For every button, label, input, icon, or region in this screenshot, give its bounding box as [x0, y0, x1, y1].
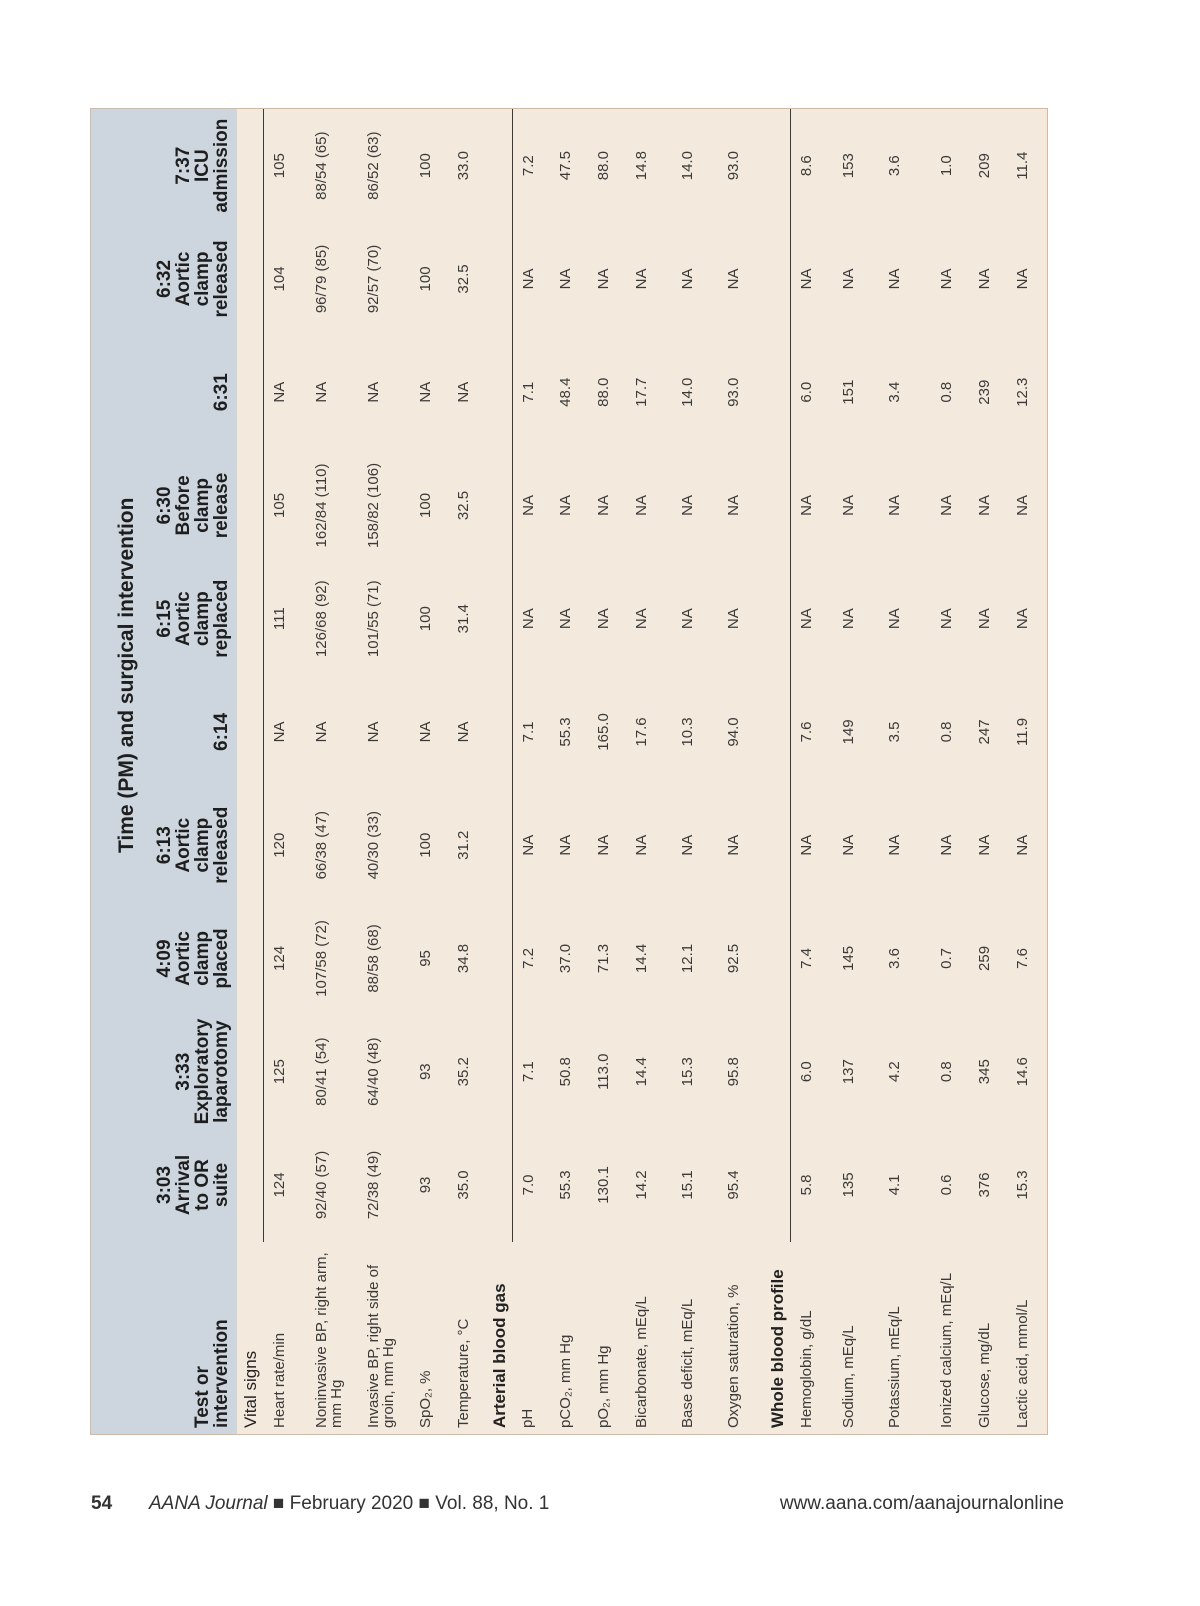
table-cell: 104	[264, 222, 306, 335]
table-cell: 107/58 (72)	[312, 920, 330, 997]
table-cell: 1.0	[937, 155, 955, 177]
page-footer	[0, 1493, 1200, 1523]
table-cell: 17.6	[633, 717, 650, 747]
table-cell: 6.0	[791, 1015, 833, 1128]
table-cell: 64/40 (48)	[364, 1037, 382, 1106]
time-column-header: 6:13 Aortic clamp released	[139, 789, 237, 902]
table-cell: 153	[839, 153, 857, 179]
table-row	[879, 109, 931, 1434]
time-column-header: 3:03 Arrival to OR suite	[139, 1128, 237, 1241]
table-cell: NA	[791, 449, 833, 562]
time-column-header: 6:15 Aortic clamp replaced	[139, 562, 237, 675]
table-row	[448, 109, 486, 1434]
table-cell: 100	[416, 606, 434, 632]
table-cell: NA	[557, 834, 574, 856]
table-cell: NA	[557, 495, 574, 516]
table-cell: NA	[975, 834, 993, 856]
table-cell: 5.8	[791, 1128, 833, 1241]
table-cell: 6.0	[791, 336, 833, 449]
table-cell: 12.3	[1013, 377, 1031, 407]
table-cell: NA	[885, 834, 903, 856]
journal-name: AANA Journal	[149, 1493, 268, 1514]
table-cell: 239	[975, 379, 993, 405]
table-cell: 92/40 (57)	[312, 1150, 330, 1220]
table-cell: NA	[839, 495, 857, 516]
table-cell: 7.6	[791, 675, 833, 788]
table-cell: 14.0	[679, 377, 696, 407]
table-cell: 100	[416, 492, 434, 518]
table-row	[512, 109, 550, 1434]
table-row	[931, 109, 969, 1434]
table-cell: 14.6	[1013, 1057, 1031, 1087]
table-row	[969, 109, 1007, 1434]
table-cell: 93	[416, 1176, 434, 1194]
table-cell: 40/30 (33)	[364, 811, 382, 880]
journal-citation	[149, 1493, 549, 1515]
table-cell: NA	[839, 608, 857, 630]
table-cell: 7.0	[512, 1128, 550, 1241]
table-cell: 100	[416, 832, 434, 858]
table-cell: 14.8	[633, 151, 650, 181]
table-cell: 86/52 (63)	[364, 131, 382, 200]
journal-url: www.aana.com/aanajournalonline	[779, 1493, 1064, 1514]
table-cell: 0.8	[937, 1061, 955, 1083]
table-cell: 95.4	[725, 1170, 742, 1200]
table-row	[358, 109, 410, 1434]
table-cell: 3.5	[885, 721, 903, 743]
table-cell: NA	[937, 495, 955, 516]
table-cell: NA	[885, 268, 903, 290]
table-cell: 247	[975, 719, 993, 745]
table-cell: 7.1	[512, 1015, 550, 1128]
row-label: Hemoglobin, g/dL	[797, 1310, 815, 1428]
table-row	[833, 109, 879, 1434]
table-cell: NA	[975, 608, 993, 630]
table-cell: NA	[1013, 495, 1031, 516]
row-label: pH	[519, 1408, 536, 1428]
table-cell: 125	[264, 1015, 306, 1128]
table-cell: NA	[364, 381, 382, 403]
table-cell: NA	[595, 834, 612, 856]
table-cell: NA	[725, 608, 742, 630]
table-cell: 145	[839, 945, 857, 971]
table-cell: 8.6	[791, 109, 833, 222]
table-cell: 259	[975, 945, 993, 971]
table-cell: NA	[557, 608, 574, 630]
table-cell: 4.2	[885, 1061, 903, 1083]
table-row	[1007, 109, 1047, 1434]
row-label: Potassium, mEq/L	[885, 1306, 903, 1428]
table-cell: 165.0	[595, 713, 612, 751]
table-cell: 162/84 (110)	[312, 463, 330, 548]
row-label: pCO₂, mm Hg	[557, 1334, 574, 1428]
table-cell: NA	[595, 608, 612, 630]
table-cell: NA	[633, 834, 650, 856]
time-group-header: Time (PM) and surgical intervention	[91, 109, 139, 1242]
table-cell: 124	[264, 902, 306, 1015]
table-cell: 95	[416, 950, 434, 967]
table-cell: 209	[975, 153, 993, 179]
table-cell: 72/38 (49)	[364, 1150, 382, 1220]
table-cell: NA	[264, 675, 306, 788]
table-cell: NA	[839, 834, 857, 856]
row-label: Invasive BP, right side of groin, mm Hg	[364, 1264, 397, 1428]
table-cell: 135	[839, 1172, 857, 1198]
time-column-header: 4:09 Aortic clamp placed	[139, 902, 237, 1015]
table-cell: 31.2	[454, 830, 472, 860]
table-cell: 14.2	[633, 1170, 650, 1200]
table-cell: NA	[885, 495, 903, 516]
table-row	[672, 109, 718, 1434]
table-cell: NA	[1013, 608, 1031, 630]
table-cell: NA	[633, 608, 650, 630]
time-column-header: 6:32 Aortic clamp released	[139, 222, 237, 335]
table-cell: NA	[679, 268, 696, 290]
table-cell: 88.0	[595, 151, 612, 181]
row-label: Glucose, mg/dL	[975, 1322, 993, 1428]
table-cell: 93.0	[725, 151, 742, 181]
table-row	[550, 109, 588, 1434]
row-label: Noninvasive BP, right arm, mm Hg	[312, 1252, 345, 1428]
table-cell: NA	[679, 834, 696, 856]
table-cell: 48.4	[557, 377, 574, 407]
table-cell: NA	[791, 789, 833, 902]
table-cell: 3.6	[885, 948, 903, 969]
time-column-header: 3:33 Exploratory laparotomy	[139, 1015, 237, 1128]
table-cell: 101/55 (71)	[364, 580, 382, 658]
lab-values-table	[91, 109, 1047, 1434]
table-cell: 7.1	[512, 675, 550, 788]
table-cell: NA	[454, 381, 472, 403]
table-cell: 55.3	[557, 717, 574, 747]
row-label: Heart rate/min	[270, 1332, 288, 1428]
table-cell: NA	[633, 268, 650, 290]
row-label: Oxygen saturation, %	[725, 1284, 742, 1428]
table-cell: 34.8	[454, 943, 472, 974]
table-cell: NA	[839, 268, 857, 290]
table-cell: 345	[975, 1059, 993, 1085]
row-label: Sodium, mEq/L	[839, 1325, 857, 1428]
table-cell: 93.0	[725, 377, 742, 407]
row-label: Temperature, °C	[454, 1318, 472, 1428]
time-column-header: 6:30 Before clamp release	[139, 449, 237, 562]
table-cell: 31.4	[454, 604, 472, 634]
table-cell: 37.0	[557, 943, 574, 974]
row-label: Base deficit, mEq/L	[679, 1298, 696, 1428]
row-label: pO₂, mm Hg	[595, 1345, 612, 1428]
table-cell: 11.9	[1013, 717, 1031, 746]
table-cell: 17.7	[633, 377, 650, 407]
table-row	[791, 109, 833, 1434]
table-cell: 35.2	[454, 1057, 472, 1087]
table-cell: NA	[725, 834, 742, 856]
table-cell: 0.8	[937, 721, 955, 743]
table-cell: 4.1	[885, 1174, 903, 1196]
table-cell: 100	[416, 153, 434, 179]
table-cell: NA	[679, 495, 696, 516]
table-cell: 137	[839, 1059, 857, 1085]
table-cell: NA	[1013, 834, 1031, 856]
table-cell: 158/82 (106)	[364, 462, 382, 548]
row-label: Lactic acid, mmol/L	[1013, 1299, 1031, 1428]
table-cell: NA	[885, 608, 903, 630]
table-cell: NA	[312, 381, 330, 403]
table-cell: NA	[595, 268, 612, 290]
time-column-header: 6:31	[139, 336, 237, 449]
table-cell: 124	[264, 1128, 306, 1241]
table-cell: NA	[512, 562, 550, 675]
table-cell: NA	[975, 268, 993, 290]
table-cell: 14.4	[633, 943, 650, 974]
table-cell: 10.3	[679, 717, 696, 747]
table-cell: 12.1	[679, 943, 696, 974]
row-label: Bicarbonate, mEq/L	[633, 1296, 650, 1428]
table-row	[588, 109, 626, 1434]
table-cell: NA	[633, 495, 650, 516]
table-cell: NA	[512, 222, 550, 335]
table-cell: 92/57 (70)	[364, 244, 382, 314]
table-row	[626, 109, 672, 1434]
table-cell: 0.6	[937, 1174, 955, 1196]
first-column-header: Test or intervention	[139, 1242, 237, 1434]
table-cell: 66/38 (47)	[312, 811, 330, 880]
table-cell: 126/68 (92)	[312, 580, 330, 658]
table-cell: 149	[839, 719, 857, 745]
table-cell: NA	[679, 608, 696, 630]
table-cell: 88.0	[595, 377, 612, 407]
table-cell: 14.0	[679, 151, 696, 181]
journal-issue: ■ February 2020 ■ Vol. 88, No. 1	[267, 1493, 550, 1514]
table-cell: NA	[364, 721, 382, 743]
table-cell: 105	[264, 449, 306, 562]
table-cell: NA	[791, 562, 833, 675]
table-cell: NA	[512, 449, 550, 562]
table-row	[410, 109, 448, 1434]
table-cell: NA	[1013, 268, 1031, 290]
table-cell: 151	[839, 379, 857, 405]
table-cell: 33.0	[454, 151, 472, 181]
table-cell: NA	[791, 222, 833, 335]
table-row	[264, 109, 306, 1434]
table-cell: NA	[595, 495, 612, 516]
table-cell: 32.5	[454, 490, 472, 521]
table-cell: 93	[416, 1063, 434, 1081]
table-cell: NA	[725, 268, 742, 290]
table-cell: 11.4	[1013, 151, 1031, 180]
table-cell: 80/41 (54)	[312, 1037, 330, 1106]
table-cell: 15.1	[679, 1170, 696, 1200]
time-column-header: 6:14	[139, 675, 237, 788]
table-cell: 94.0	[725, 717, 742, 747]
table-cell: NA	[416, 721, 434, 743]
table-cell: 71.3	[595, 943, 612, 974]
table-cell: 7.2	[512, 109, 550, 222]
table-cell: 376	[975, 1172, 993, 1198]
table-cell: 0.8	[937, 381, 955, 403]
table-cell: 113.0	[595, 1053, 612, 1090]
table-cell: NA	[416, 381, 434, 403]
table-cell: 88/54 (65)	[312, 131, 330, 200]
table-cell: 96/79 (85)	[312, 244, 330, 314]
table-cell: 111	[264, 562, 306, 675]
table-cell: NA	[725, 495, 742, 516]
table-cell: 14.4	[633, 1057, 650, 1087]
table-cell: 92.5	[725, 943, 742, 974]
row-label: SpO₂, %	[416, 1370, 434, 1428]
table-cell: NA	[264, 336, 306, 449]
page-number: 54	[91, 1493, 113, 1514]
table-cell: 7.2	[512, 902, 550, 1015]
rotated-data-table	[91, 109, 1034, 1434]
table-cell: 47.5	[557, 151, 574, 181]
table-cell: 55.3	[557, 1170, 574, 1200]
table-cell: 88/58 (68)	[364, 924, 382, 993]
table-cell: 0.7	[937, 948, 955, 969]
table-cell: NA	[937, 608, 955, 630]
table-cell: 95.8	[725, 1057, 742, 1087]
table-cell: NA	[512, 789, 550, 902]
table-cell: 3.6	[885, 155, 903, 177]
table-cell: 120	[264, 789, 306, 902]
table-cell: 7.6	[1013, 948, 1031, 969]
table-cell: NA	[557, 268, 574, 290]
table-cell: 7.1	[512, 336, 550, 449]
table-cell: 105	[264, 109, 306, 222]
table-cell: 3.4	[885, 381, 903, 403]
table-cell: NA	[312, 721, 330, 743]
table-cell: 35.0	[454, 1170, 472, 1200]
table-cell: NA	[937, 268, 955, 290]
table-cell: 7.4	[791, 902, 833, 1015]
section-title: Arterial blood gas	[489, 1283, 509, 1428]
row-label: Ionized calcium, mEq/L	[937, 1272, 955, 1428]
table-cell: NA	[937, 834, 955, 856]
table-cell: 15.3	[1013, 1170, 1031, 1200]
time-column-header: 7:37 ICU admission	[139, 109, 237, 222]
table-row	[306, 109, 358, 1434]
table-row	[718, 109, 764, 1434]
table-cell: 50.8	[557, 1057, 574, 1087]
table-cell: NA	[454, 721, 472, 743]
table-cell: 15.3	[679, 1057, 696, 1087]
section-title: Whole blood profile	[768, 1269, 787, 1428]
table-cell: 130.1	[595, 1166, 612, 1204]
table-cell: 100	[416, 266, 434, 292]
section-title: Vital signs	[241, 1350, 260, 1428]
table-cell: NA	[975, 495, 993, 516]
table-cell: 32.5	[454, 264, 472, 294]
